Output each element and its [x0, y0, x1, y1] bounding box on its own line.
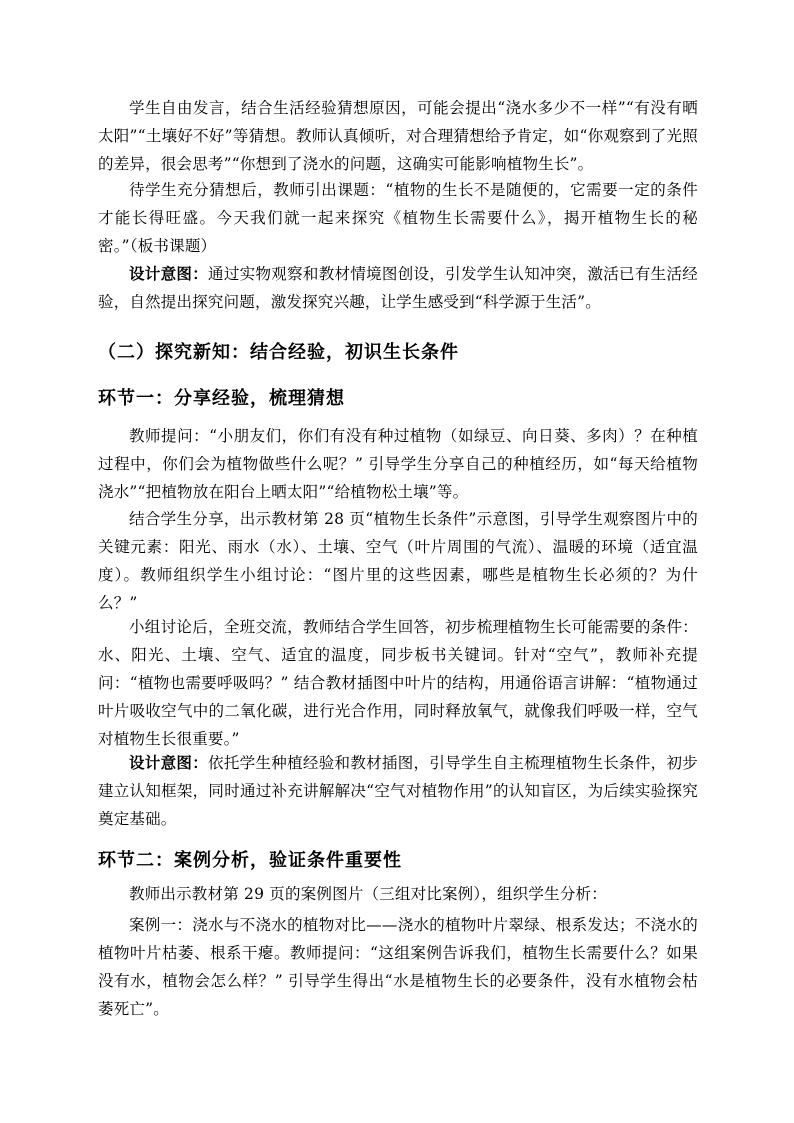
design-intent-text: 通过实物观察和教材情境图创设，引发学生认知冲突，激活已有生活经验，自然提出探究问题，激发探究兴趣，让学生感受到“科学源于生活”。 [98, 265, 698, 311]
paragraph-design-intent-1 [98, 260, 698, 316]
paragraph-class-discussion: 小组讨论后，全班交流，教师结合学生回答，初步梳理植物生长可能需要的条件：水、阳光、土壤、空气、适宜的温度，同步板书关键词。针对“空气”，教师补充提问：“植物也需要呼吸吗？” 结合教材插图中叶片的结构，用通俗语言讲解：“植物通过叶片吸收空气中的二氧化碳，进行光合作用，同时释放氧气，就像我们呼吸一样，空气对植物生长很重要。” [98, 618, 698, 748]
section-heading-explore: （二）探究新知：结合经验，初识生长条件 [98, 342, 459, 363]
paragraph-case-one: 案例一：浇水与不浇水的植物对比——浇水的植物叶片翠绿、根系发达；不浇水的植物叶片枯萎、根系干瘪。教师提问：“这组案例告诉我们，植物生长需要什么？如果没有水，植物会怎么样？” 引导学生得出“水是植物生长的必要条件，没有水植物会枯萎死亡”。 [98, 916, 698, 1018]
step-heading-case-analysis: 环节二：案例分析，验证条件重要性 [98, 850, 402, 871]
design-intent-text: 依托学生种植经验和教材插图，引导学生自主梳理植物生长条件，初步建立认知框架，同时通过补充讲解解决“空气对植物作用”的认知盲区，为后续实验探究奠定基础。 [98, 754, 698, 828]
paragraph-design-intent-2 [98, 749, 698, 833]
paragraph-introduce-topic: 待学生充分猜想后，教师引出课题：“植物的生长不是随便的，它需要一定的条件才能长得旺盛。今天我们就一起来探究《植物生长需要什么》，揭开植物生长的秘密。”（板书课题） [98, 181, 698, 255]
paragraph-show-cases: 教师出示教材第 29 页的案例图片（三组对比案例），组织学生分析： [129, 885, 607, 903]
paragraph-show-diagram: 结合学生分享，出示教材第 28 页“植物生长条件”示意图，引导学生观察图片中的关键元素：阳光、雨水（水）、土壤、空气（叶片周围的气流）、温暖的环境（适宜温度）。教师组织学生小组讨论：“图片里的这些因素，哪些是植物生长必须的？为什么？” [98, 510, 698, 612]
step-heading-share-experience: 环节一：分享经验，梳理猜想 [98, 388, 345, 409]
design-intent-label: 设计意图： [129, 264, 209, 283]
design-intent-label: 设计意图： [129, 753, 209, 772]
paragraph-teacher-question: 教师提问：“小朋友们，你们有没有种过植物（如绿豆、向日葵、多肉）？在种植过程中，你们会为植物做些什么呢？” 引导学生分享自己的种植经历，如“每天给植物浇水”“把植物放在阳台上晒太阳”“给植物松土壤”等。 [98, 427, 698, 501]
paragraph-student-guesses: 学生自由发言，结合生活经验猜想原因，可能会提出“浇水多少不一样”“有没有晒太阳”“土壤好不好”等猜想。教师认真倾听，对合理猜想给予肯定，如“你观察到了光照的差异，很会思考”“你想到了浇水的问题，这确实可能影响植物生长”。 [98, 99, 698, 173]
